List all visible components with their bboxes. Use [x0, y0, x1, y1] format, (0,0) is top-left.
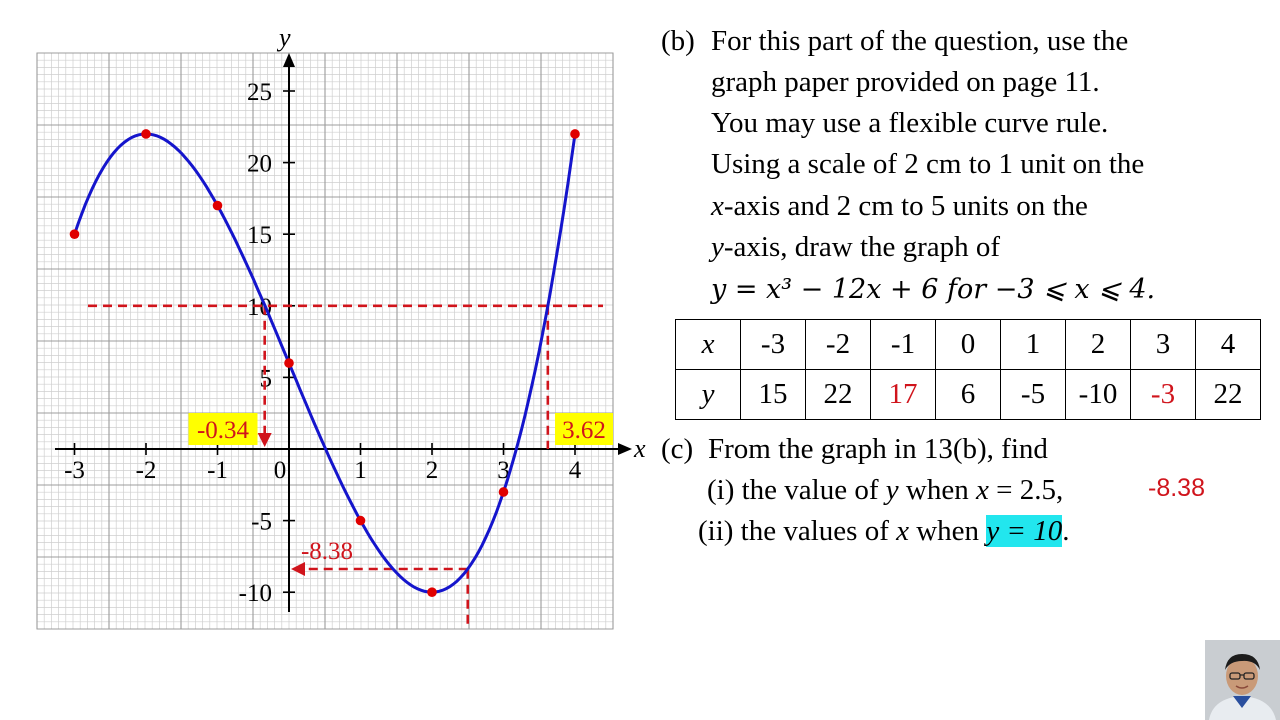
table-cell: 15	[741, 370, 806, 420]
question-b-line1: For this part of the question, use the	[711, 25, 1129, 57]
x-axis-label: x	[634, 434, 646, 463]
x-tick-label: 1	[354, 457, 367, 484]
data-point	[499, 487, 509, 497]
answer-part-i: -8.38	[1148, 474, 1205, 502]
table-row-y	[676, 370, 1261, 420]
question-b-line4: Using a scale of 2 cm to 1 unit on the	[711, 148, 1145, 180]
question-b-equation: y = x³ − 12x + 6 for −3 ⩽ x ⩽ 4.	[711, 274, 1156, 305]
question-c-label: (c)	[661, 433, 694, 465]
y-axis-label: y	[279, 23, 291, 52]
table-cell: 4	[1196, 320, 1261, 370]
x-tick-label: 4	[568, 457, 582, 484]
table-cell: 17	[871, 370, 936, 420]
x-tick-label: -2	[135, 457, 157, 484]
question-b-line6: y-axis, draw the graph of	[711, 231, 1001, 263]
table-cell: 2	[1066, 320, 1131, 370]
table-cell: 6	[936, 370, 1001, 420]
table-header-y: y	[676, 370, 741, 420]
x-tick-label: 2	[425, 457, 439, 484]
data-point	[284, 358, 294, 368]
highlight-y-equals-10: y = 10	[986, 515, 1063, 547]
x-tick-label: 0	[273, 457, 287, 484]
data-point	[70, 229, 80, 239]
data-point	[213, 201, 223, 211]
y-value-label: -8.38	[300, 538, 354, 566]
y-tick-label: 5	[259, 365, 272, 393]
y-tick-label: 10	[247, 293, 272, 321]
table-cell: -3	[741, 320, 806, 370]
y-tick-label: 20	[247, 150, 272, 178]
x-axis-arrow	[618, 443, 632, 455]
table-cell: 3	[1131, 320, 1196, 370]
table-cell: -3	[1131, 370, 1196, 420]
data-point	[141, 129, 151, 139]
presenter-avatar	[1205, 640, 1280, 720]
question-b-line2: graph paper provided on page 11.	[711, 66, 1100, 98]
x-tick-label: -1	[207, 457, 228, 484]
graph-figure	[0, 0, 646, 640]
question-c-part-i: (i) the value of y when x = 2.5,	[707, 474, 1064, 506]
y-tick-label: -10	[238, 580, 272, 608]
y-tick-label: -5	[251, 508, 272, 536]
table-cell: -5	[1001, 370, 1066, 420]
table-cell: 22	[806, 370, 871, 420]
question-b-line5: x-axis and 2 cm to 5 units on the	[711, 190, 1088, 222]
data-point	[427, 587, 437, 597]
data-point	[570, 129, 580, 139]
data-point	[356, 516, 366, 526]
table-cell: -10	[1066, 370, 1131, 420]
table-row-x	[676, 320, 1261, 370]
question-c-line1: From the graph in 13(b), find	[708, 433, 1048, 465]
table-cell: -2	[806, 320, 871, 370]
right-root-label: 3.62	[562, 417, 606, 444]
table-cell: -1	[871, 320, 936, 370]
x-tick-label: 3	[497, 457, 510, 484]
values-table	[675, 319, 1261, 420]
table-cell: 1	[1001, 320, 1066, 370]
y-tick-label: 15	[247, 222, 272, 250]
table-header-x: x	[676, 320, 741, 370]
y-tick-label: 25	[247, 79, 272, 106]
question-c-part-ii: (ii) the values of x when y = 10.	[698, 515, 1070, 547]
question-b-line3: You may use a flexible curve rule.	[711, 107, 1109, 139]
question-b-label: (b)	[661, 25, 695, 57]
table-cell: 0	[936, 320, 1001, 370]
left-root-label: -0.34	[196, 417, 250, 444]
x-tick-label: -3	[64, 457, 85, 484]
table-cell: 22	[1196, 370, 1261, 420]
